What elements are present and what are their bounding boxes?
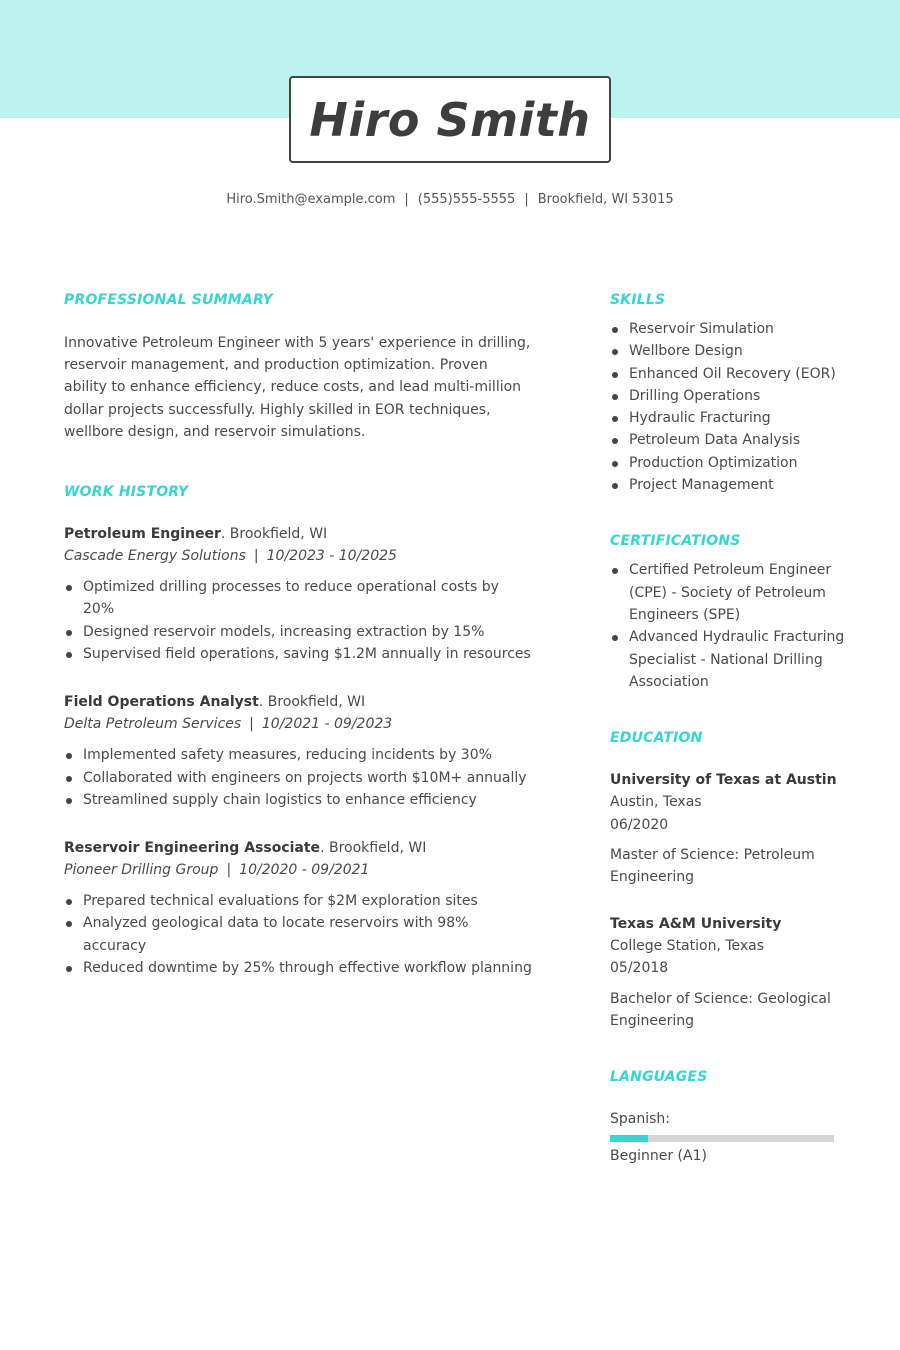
skills-list <box>610 318 845 496</box>
education-entry <box>610 769 845 888</box>
summary-heading: PROFESSIONAL SUMMARY <box>64 292 273 308</box>
job-separator: | <box>226 862 232 879</box>
job-bullet: Designed reservoir models, increasing extraction by 15% <box>64 621 534 643</box>
job-bullet: Reduced downtime by 25% through effective workflow planning <box>64 957 534 979</box>
certifications-list <box>610 559 845 693</box>
work-history-heading: WORK HISTORY <box>64 484 189 501</box>
certification-item: Certified Petroleum Engineer (CPE) - Society of Petroleum Engineers (SPE) <box>610 559 845 626</box>
job-bullet: Analyzed geological data to locate reservoirs with 98% accuracy <box>64 912 534 957</box>
education-heading: EDUCATION <box>610 730 703 747</box>
skill-item: Reservoir Simulation <box>610 318 845 340</box>
job-bullet: Implemented safety measures, reducing incidents by 30% <box>64 744 534 766</box>
name-box <box>289 76 611 163</box>
job-title-line <box>64 837 534 859</box>
job-title: Reservoir Engineering Associate <box>64 840 321 857</box>
skill-item: Wellbore Design <box>610 340 845 362</box>
contact-location: Brookfield, WI 53015 <box>537 192 674 207</box>
job-title: Petroleum Engineer <box>64 526 221 543</box>
job-company-line <box>64 859 534 881</box>
job-title: Field Operations Analyst <box>64 694 259 711</box>
skill-item: Production Optimization <box>610 452 845 474</box>
certification-item: Advanced Hydraulic Fracturing Specialist - National Drilling Association <box>610 626 845 693</box>
job-location: . Brookfield, WI <box>220 526 328 543</box>
job-location: . Brookfield, WI <box>320 840 427 857</box>
education-degree: Bachelor of Science: Geological Engineering <box>610 990 831 1029</box>
education-entry <box>610 913 845 1032</box>
job-location: . Brookfield, WI <box>258 694 366 711</box>
job-bullet: Collaborated with engineers on projects worth $10M+ annually <box>64 767 534 789</box>
job-dates: 10/2020 - 09/2021 <box>239 862 370 879</box>
contact-line <box>0 192 900 207</box>
side-column <box>610 291 845 1167</box>
education-location: College Station, Texas <box>610 937 765 954</box>
job-bullets <box>64 890 534 979</box>
job-bullet: Supervised field operations, saving $1.2M annually in resources <box>64 643 534 665</box>
job-company-line <box>64 545 534 567</box>
skill-item: Hydraulic Fracturing <box>610 407 845 429</box>
main-column <box>64 291 534 979</box>
languages-heading: LANGUAGES <box>610 1069 708 1086</box>
job-company: Cascade Energy Solutions <box>64 548 246 565</box>
skill-item: Enhanced Oil Recovery (EOR) <box>610 363 845 385</box>
job-title-line <box>64 523 534 545</box>
education-date: 06/2020 <box>610 816 669 833</box>
contact-separator: | <box>524 192 529 207</box>
job-separator: | <box>253 548 259 565</box>
education-school: University of Texas at Austin <box>610 772 837 789</box>
language-level: Beginner (A1) <box>610 1148 707 1165</box>
job-company: Pioneer Drilling Group <box>64 862 219 879</box>
education-date: 05/2018 <box>610 960 669 977</box>
language-proficiency-bar <box>610 1135 834 1142</box>
contact-email: Hiro.Smith@example.com <box>226 192 396 207</box>
job-bullets <box>64 576 534 665</box>
contact-separator: | <box>404 192 409 207</box>
skill-item: Petroleum Data Analysis <box>610 429 845 451</box>
skill-item: Project Management <box>610 474 845 496</box>
job-dates: 10/2021 - 09/2023 <box>261 716 393 733</box>
job-entry <box>64 523 534 665</box>
education-location: Austin, Texas <box>610 794 702 811</box>
summary-text: Innovative Petroleum Engineer with 5 years' experience in drilling, reservoir management, and production optimization. Proven ability to enhance efficiency, reduce costs, and lead multi-million dollar projects successfully. Highly skilled in EOR techniques, wellbore design, and reservoir simulations. <box>64 335 531 440</box>
job-bullet: Optimized drilling processes to reduce operational costs by 20% <box>64 576 534 621</box>
language-proficiency-fill <box>610 1135 648 1142</box>
job-dates: 10/2023 - 10/2025 <box>266 548 397 565</box>
job-entry <box>64 837 534 979</box>
job-bullet: Streamlined supply chain logistics to enhance efficiency <box>64 789 534 811</box>
job-bullets <box>64 744 534 811</box>
job-separator: | <box>249 716 254 733</box>
job-company-line <box>64 713 534 735</box>
education-school: Texas A&M University <box>610 915 782 932</box>
language-name: Spanish: <box>610 1111 670 1128</box>
skill-item: Drilling Operations <box>610 385 845 407</box>
contact-phone: (555)555-5555 <box>417 192 516 207</box>
job-company: Delta Petroleum Services <box>64 716 242 733</box>
certifications-heading: CERTIFICATIONS <box>610 533 741 550</box>
candidate-name: Hiro Smith <box>309 92 591 147</box>
education-degree: Master of Science: Petroleum Engineering <box>610 847 815 886</box>
skills-heading: SKILLS <box>610 292 666 308</box>
job-entry <box>64 691 534 811</box>
job-title-line <box>64 691 534 713</box>
job-bullet: Prepared technical evaluations for $2M exploration sites <box>64 890 534 912</box>
